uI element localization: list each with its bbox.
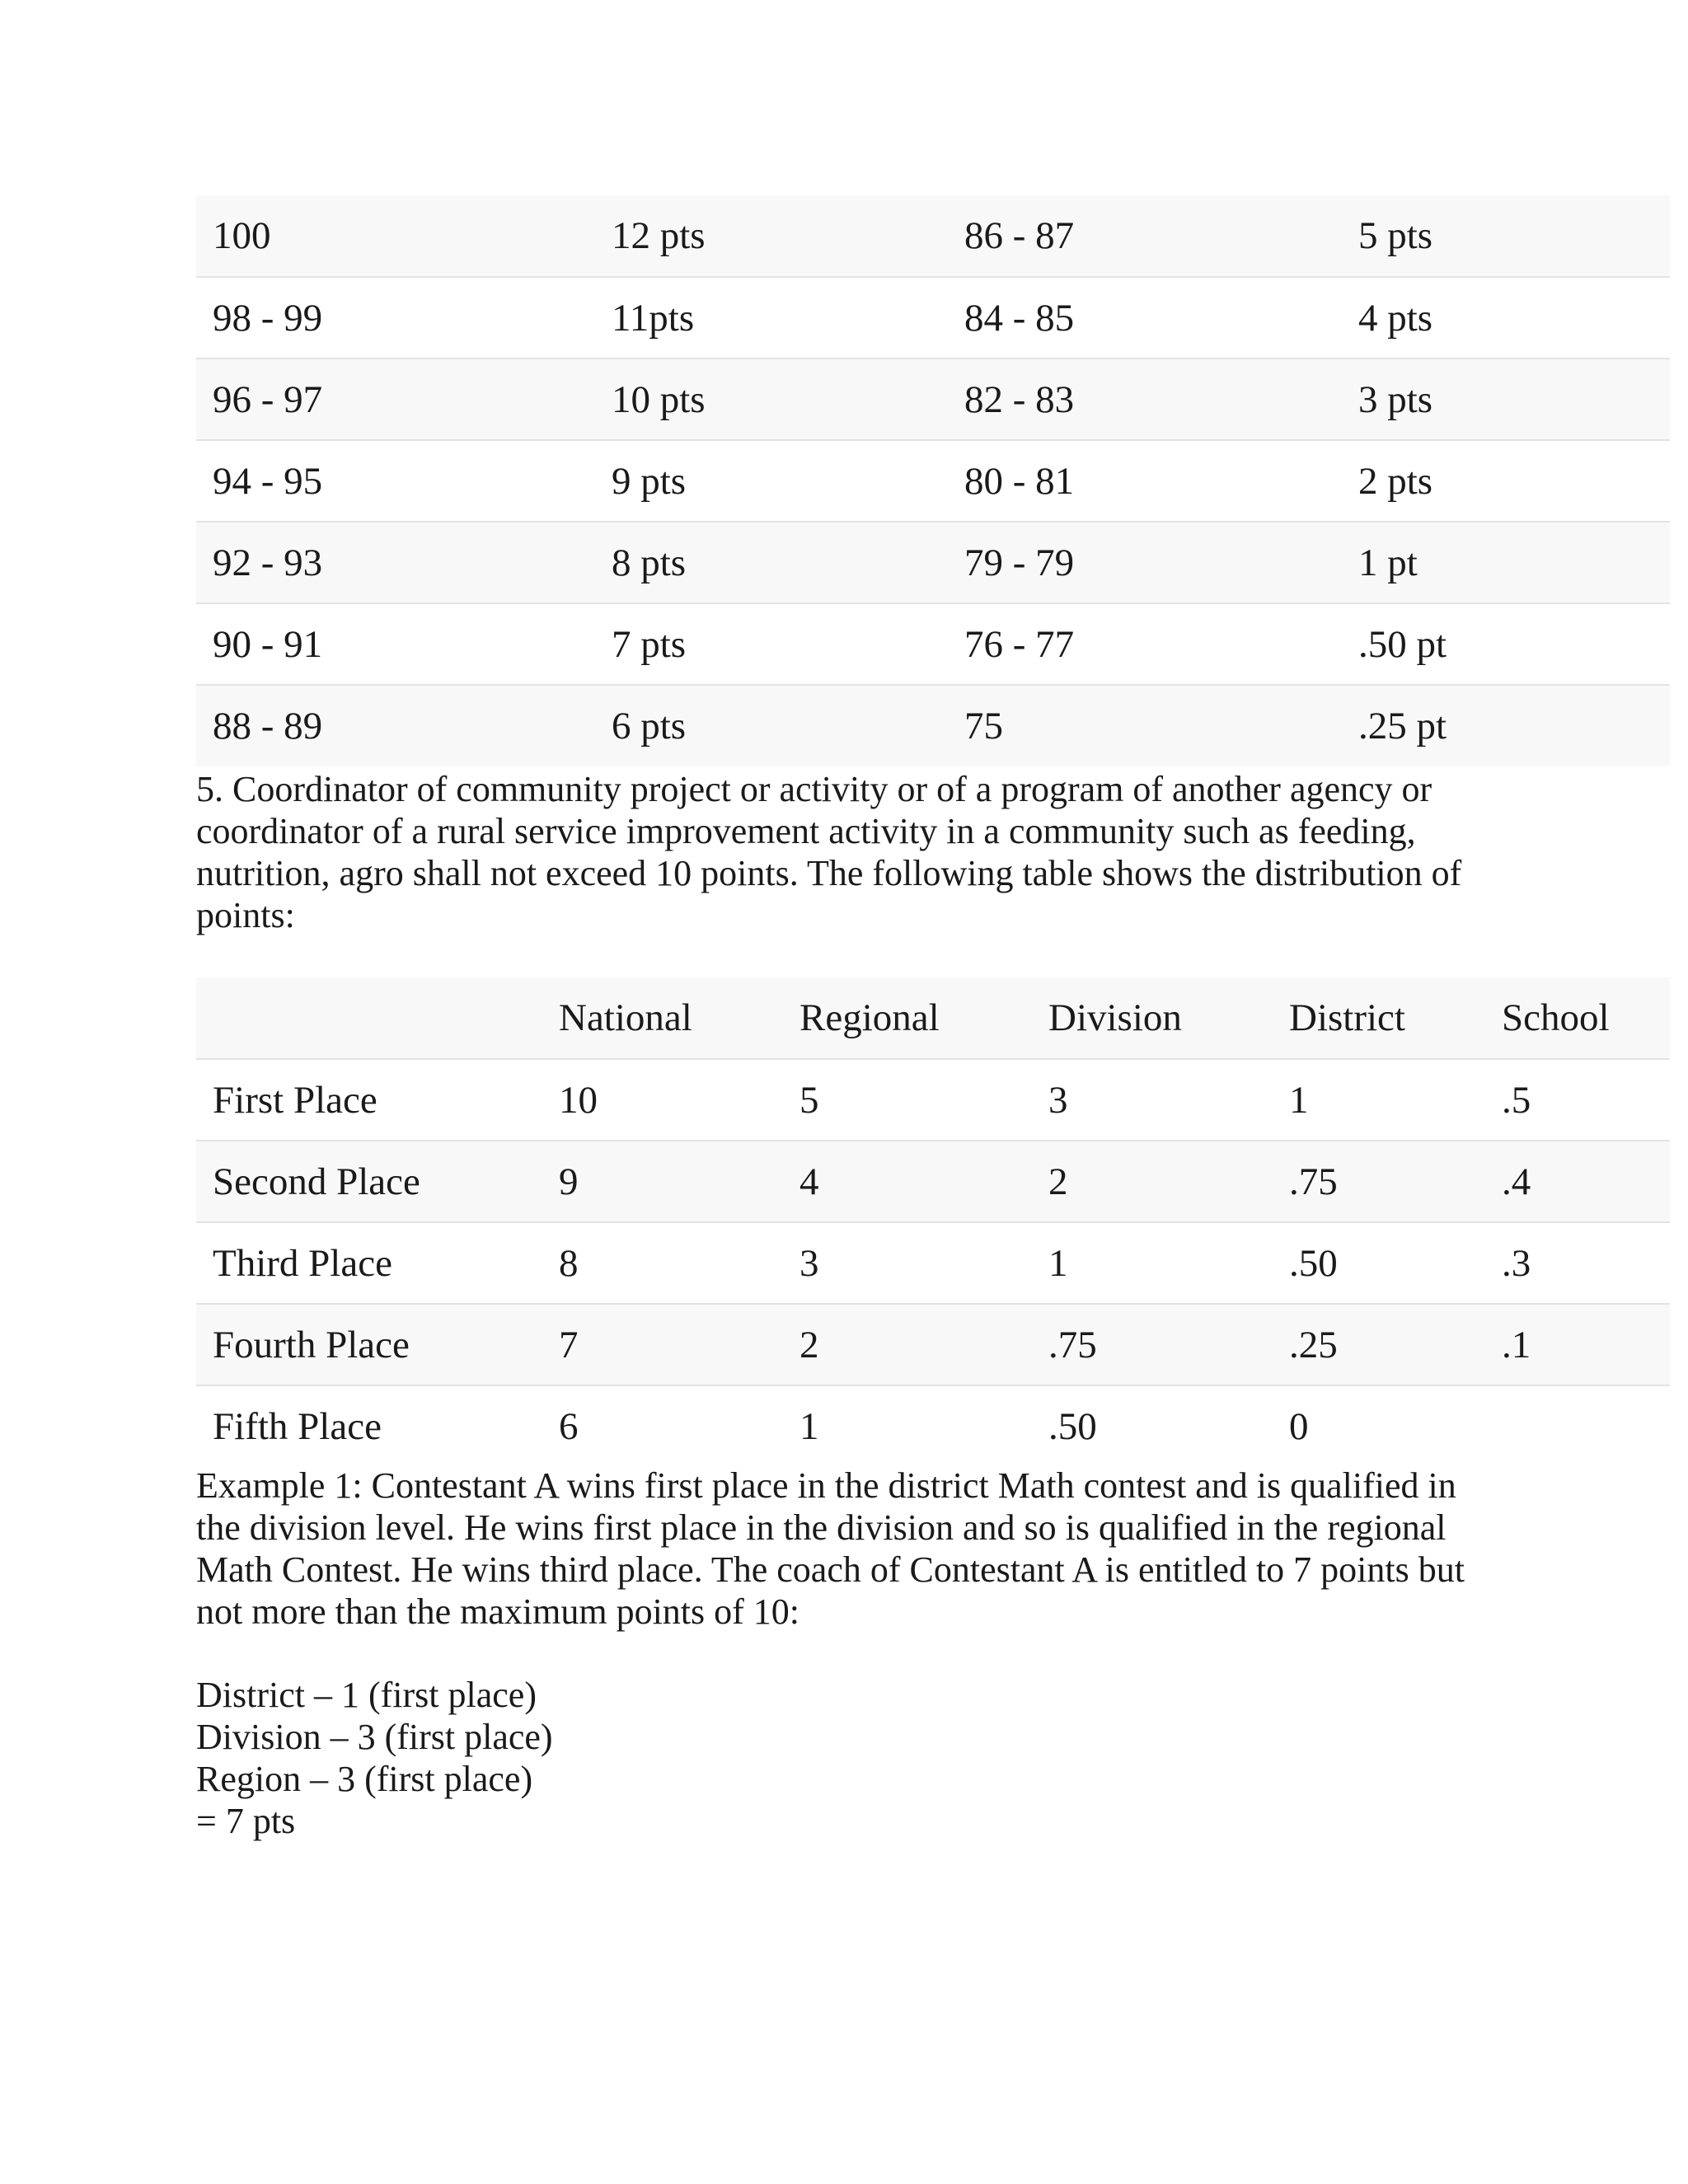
breakdown-total: = 7 pts bbox=[196, 1801, 296, 1841]
value-cell: .1 bbox=[1485, 1304, 1670, 1385]
header-cell-regional: Regional bbox=[783, 977, 1032, 1059]
value-cell: 0 bbox=[1273, 1385, 1485, 1467]
table-row bbox=[196, 1222, 1670, 1304]
example-paragraph: Example 1: Contestant A wins first place in the district Math contest and is qualified in the division level. He wins first place in the division and so is qualified in the regional Math Contest. He wins third place. The coach of Contestant A is entitled to 7 points but not more than the maximum points of 10: bbox=[196, 1465, 1465, 1632]
value-cell: 10 bbox=[542, 1059, 783, 1141]
header-cell bbox=[196, 977, 542, 1059]
value-cell: 3 bbox=[783, 1222, 1032, 1304]
table-row bbox=[196, 440, 1670, 522]
table-header-row bbox=[196, 977, 1670, 1059]
table-row bbox=[196, 1141, 1670, 1222]
points-cell: 1 pt bbox=[1342, 522, 1670, 603]
value-cell: .50 bbox=[1032, 1385, 1273, 1467]
points-cell: 10 pts bbox=[595, 359, 948, 440]
score-range-cell: 80 - 81 bbox=[948, 440, 1342, 522]
score-range-cell: 84 - 85 bbox=[948, 277, 1342, 359]
table-row bbox=[196, 277, 1670, 359]
value-cell: 7 bbox=[542, 1304, 783, 1385]
header-cell-school: School bbox=[1485, 977, 1670, 1059]
points-cell: 7 pts bbox=[595, 603, 948, 685]
example-breakdown bbox=[196, 1674, 553, 1842]
table-row bbox=[196, 1059, 1670, 1141]
score-range-cell: 96 - 97 bbox=[196, 359, 595, 440]
points-cell: 3 pts bbox=[1342, 359, 1670, 440]
place-cell: Third Place bbox=[196, 1222, 542, 1304]
table-row bbox=[196, 522, 1670, 603]
table-row bbox=[196, 195, 1670, 277]
value-cell: 4 bbox=[783, 1141, 1032, 1222]
place-cell: Second Place bbox=[196, 1141, 542, 1222]
breakdown-line-division: Division – 3 (first place) bbox=[196, 1717, 553, 1757]
value-cell: 6 bbox=[542, 1385, 783, 1467]
table-row bbox=[196, 1385, 1670, 1467]
place-cell: First Place bbox=[196, 1059, 542, 1141]
points-cell: 12 pts bbox=[595, 195, 948, 277]
points-cell: 9 pts bbox=[595, 440, 948, 522]
place-cell: Fifth Place bbox=[196, 1385, 542, 1467]
value-cell: 5 bbox=[783, 1059, 1032, 1141]
header-cell-national: National bbox=[542, 977, 783, 1059]
score-range-cell: 90 - 91 bbox=[196, 603, 595, 685]
score-range-cell: 100 bbox=[196, 195, 595, 277]
value-cell: 1 bbox=[1273, 1059, 1485, 1141]
header-cell-district: District bbox=[1273, 977, 1485, 1059]
table-row bbox=[196, 1304, 1670, 1385]
breakdown-line-region: Region – 3 (first place) bbox=[196, 1759, 533, 1799]
points-cell: 2 pts bbox=[1342, 440, 1670, 522]
score-range-cell: 94 - 95 bbox=[196, 440, 595, 522]
coordinator-paragraph: 5. Coordinator of community project or activity or of a program of another agency or coordinator of a rural service improvement activity in a community such as feeding, nutrition, agro shall not exceed 10 points. The following table shows the distribution of points: bbox=[196, 769, 1462, 935]
points-cell: .50 pt bbox=[1342, 603, 1670, 685]
value-cell: .25 bbox=[1273, 1304, 1485, 1385]
points-cell: 5 pts bbox=[1342, 195, 1670, 277]
value-cell: .3 bbox=[1485, 1222, 1670, 1304]
value-cell: .5 bbox=[1485, 1059, 1670, 1141]
score-range-cell: 82 - 83 bbox=[948, 359, 1342, 440]
score-range-cell: 76 - 77 bbox=[948, 603, 1342, 685]
value-cell bbox=[1485, 1385, 1670, 1467]
table-row bbox=[196, 359, 1670, 440]
value-cell: .4 bbox=[1485, 1141, 1670, 1222]
score-range-cell: 86 - 87 bbox=[948, 195, 1342, 277]
points-cell: .25 pt bbox=[1342, 685, 1670, 766]
value-cell: 8 bbox=[542, 1222, 783, 1304]
value-cell: .75 bbox=[1032, 1304, 1273, 1385]
points-cell: 11pts bbox=[595, 277, 948, 359]
value-cell: 1 bbox=[1032, 1222, 1273, 1304]
points-cell: 4 pts bbox=[1342, 277, 1670, 359]
value-cell: 2 bbox=[783, 1304, 1032, 1385]
points-cell: 8 pts bbox=[595, 522, 948, 603]
score-range-cell: 88 - 89 bbox=[196, 685, 595, 766]
points-cell: 6 pts bbox=[595, 685, 948, 766]
value-cell: .50 bbox=[1273, 1222, 1485, 1304]
value-cell: .75 bbox=[1273, 1141, 1485, 1222]
table-row bbox=[196, 685, 1670, 766]
score-range-cell: 75 bbox=[948, 685, 1342, 766]
score-range-cell: 79 - 79 bbox=[948, 522, 1342, 603]
value-cell: 2 bbox=[1032, 1141, 1273, 1222]
table-row bbox=[196, 603, 1670, 685]
value-cell: 9 bbox=[542, 1141, 783, 1222]
score-range-cell: 98 - 99 bbox=[196, 277, 595, 359]
place-cell: Fourth Place bbox=[196, 1304, 542, 1385]
score-points-table bbox=[196, 195, 1670, 766]
value-cell: 3 bbox=[1032, 1059, 1273, 1141]
score-range-cell: 92 - 93 bbox=[196, 522, 595, 603]
header-cell-division: Division bbox=[1032, 977, 1273, 1059]
value-cell: 1 bbox=[783, 1385, 1032, 1467]
award-points-table bbox=[196, 977, 1670, 1467]
breakdown-line-district: District – 1 (first place) bbox=[196, 1675, 537, 1715]
